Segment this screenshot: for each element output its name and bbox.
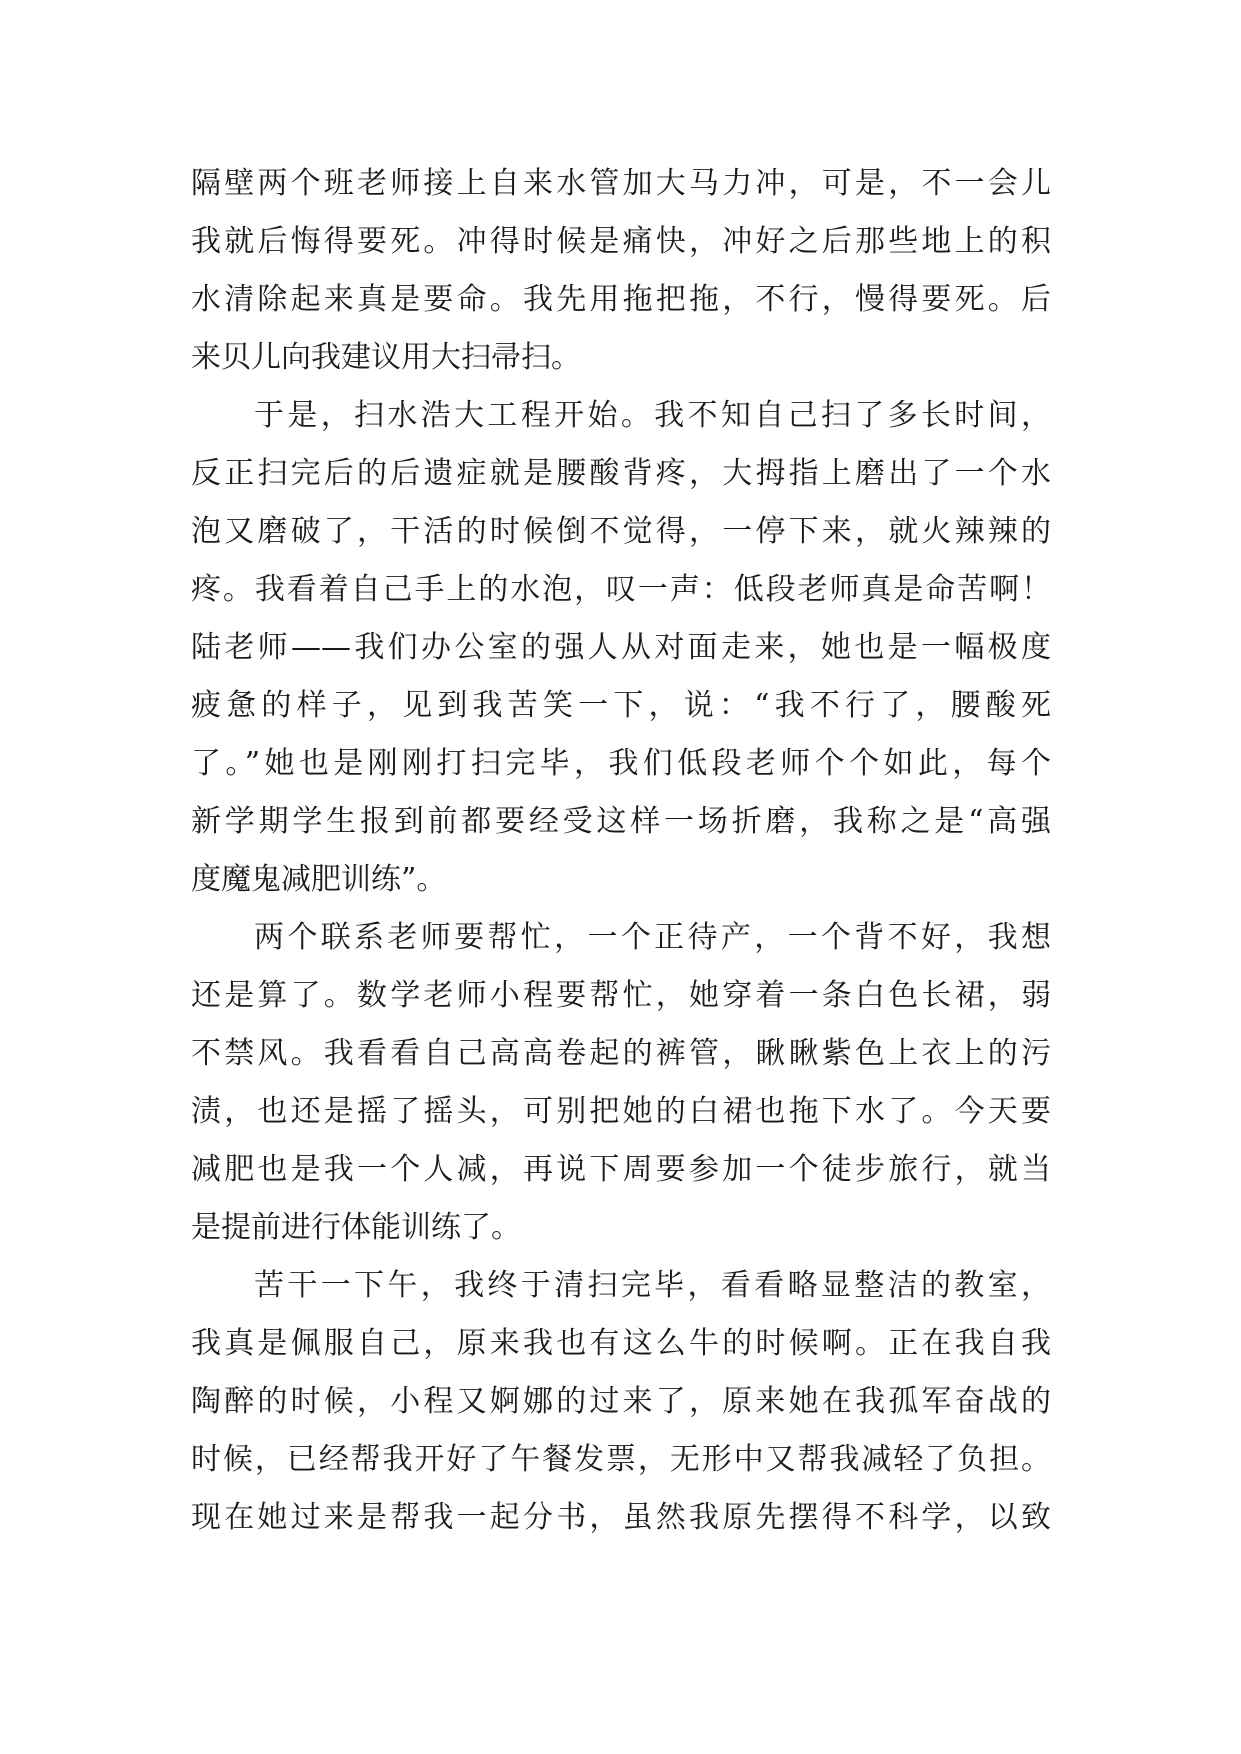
text-line: 渍，也还是摇了摇头，可别把她的白裙也拖下水了。今天要 [191,1094,1051,1129]
text-line: 陆老师——我们办公室的强人从对面走来，她也是一幅极度 [191,630,1051,665]
text-line: 减肥也是我一个人减，再说下周要参加一个徒步旅行，就当 [191,1152,1051,1187]
paragraph-first-line: 苦干一下午，我终于清扫完毕，看看略显整洁的教室， [254,1268,1051,1303]
text-line: 疲惫的样子，见到我苦笑一下，说：“我不行了，腰酸死 [191,688,1051,723]
text-line: 我就后悔得要死。冲得时候是痛快，冲好之后那些地上的积 [191,224,1051,259]
text-line: 反正扫完后的后遗症就是腰酸背疼，大拇指上磨出了一个水 [191,456,1051,491]
text-line: 现在她过来是帮我一起分书，虽然我原先摆得不科学，以致 [191,1500,1051,1535]
text-line: 是提前进行体能训练了。 [191,1210,521,1245]
text-line: 泡又磨破了，干活的时候倒不觉得，一停下来，就火辣辣的 [191,514,1051,549]
text-line: 陶醉的时候，小程又婀娜的过来了，原来她在我孤军奋战的 [191,1384,1051,1419]
text-line: 水清除起来真是要命。我先用拖把拖，不行，慢得要死。后 [191,282,1051,317]
text-line: 了。”她也是刚刚打扫完毕，我们低段老师个个如此，每个 [191,746,1051,781]
text-line: 新学期学生报到前都要经受这样一场折磨，我称之是“高强 [191,804,1051,839]
text-line: 度魔鬼减肥训练”。 [191,862,447,897]
paragraph-first-line: 于是，扫水浩大工程开始。我不知自己扫了多长时间， [254,398,1051,433]
text-line: 疼。我看着自己手上的水泡，叹一声：低段老师真是命苦啊！ [191,572,1051,607]
body-text [191,155,1051,1547]
text-line: 隔壁两个班老师接上自来水管加大马力冲，可是，不一会儿 [191,166,1051,201]
text-line: 来贝儿向我建议用大扫帚扫。 [191,340,581,375]
text-line: 时候，已经帮我开好了午餐发票，无形中又帮我减轻了负担。 [191,1442,1051,1477]
text-line: 不禁风。我看看自己高高卷起的裤管，瞅瞅紫色上衣上的污 [191,1036,1051,1071]
text-line: 我真是佩服自己，原来我也有这么牛的时候啊。正在我自我 [191,1326,1051,1361]
paragraph-first-line: 两个联系老师要帮忙，一个正待产，一个背不好，我想 [254,920,1051,955]
text-line: 还是算了。数学老师小程要帮忙，她穿着一条白色长裙，弱 [191,978,1051,1013]
